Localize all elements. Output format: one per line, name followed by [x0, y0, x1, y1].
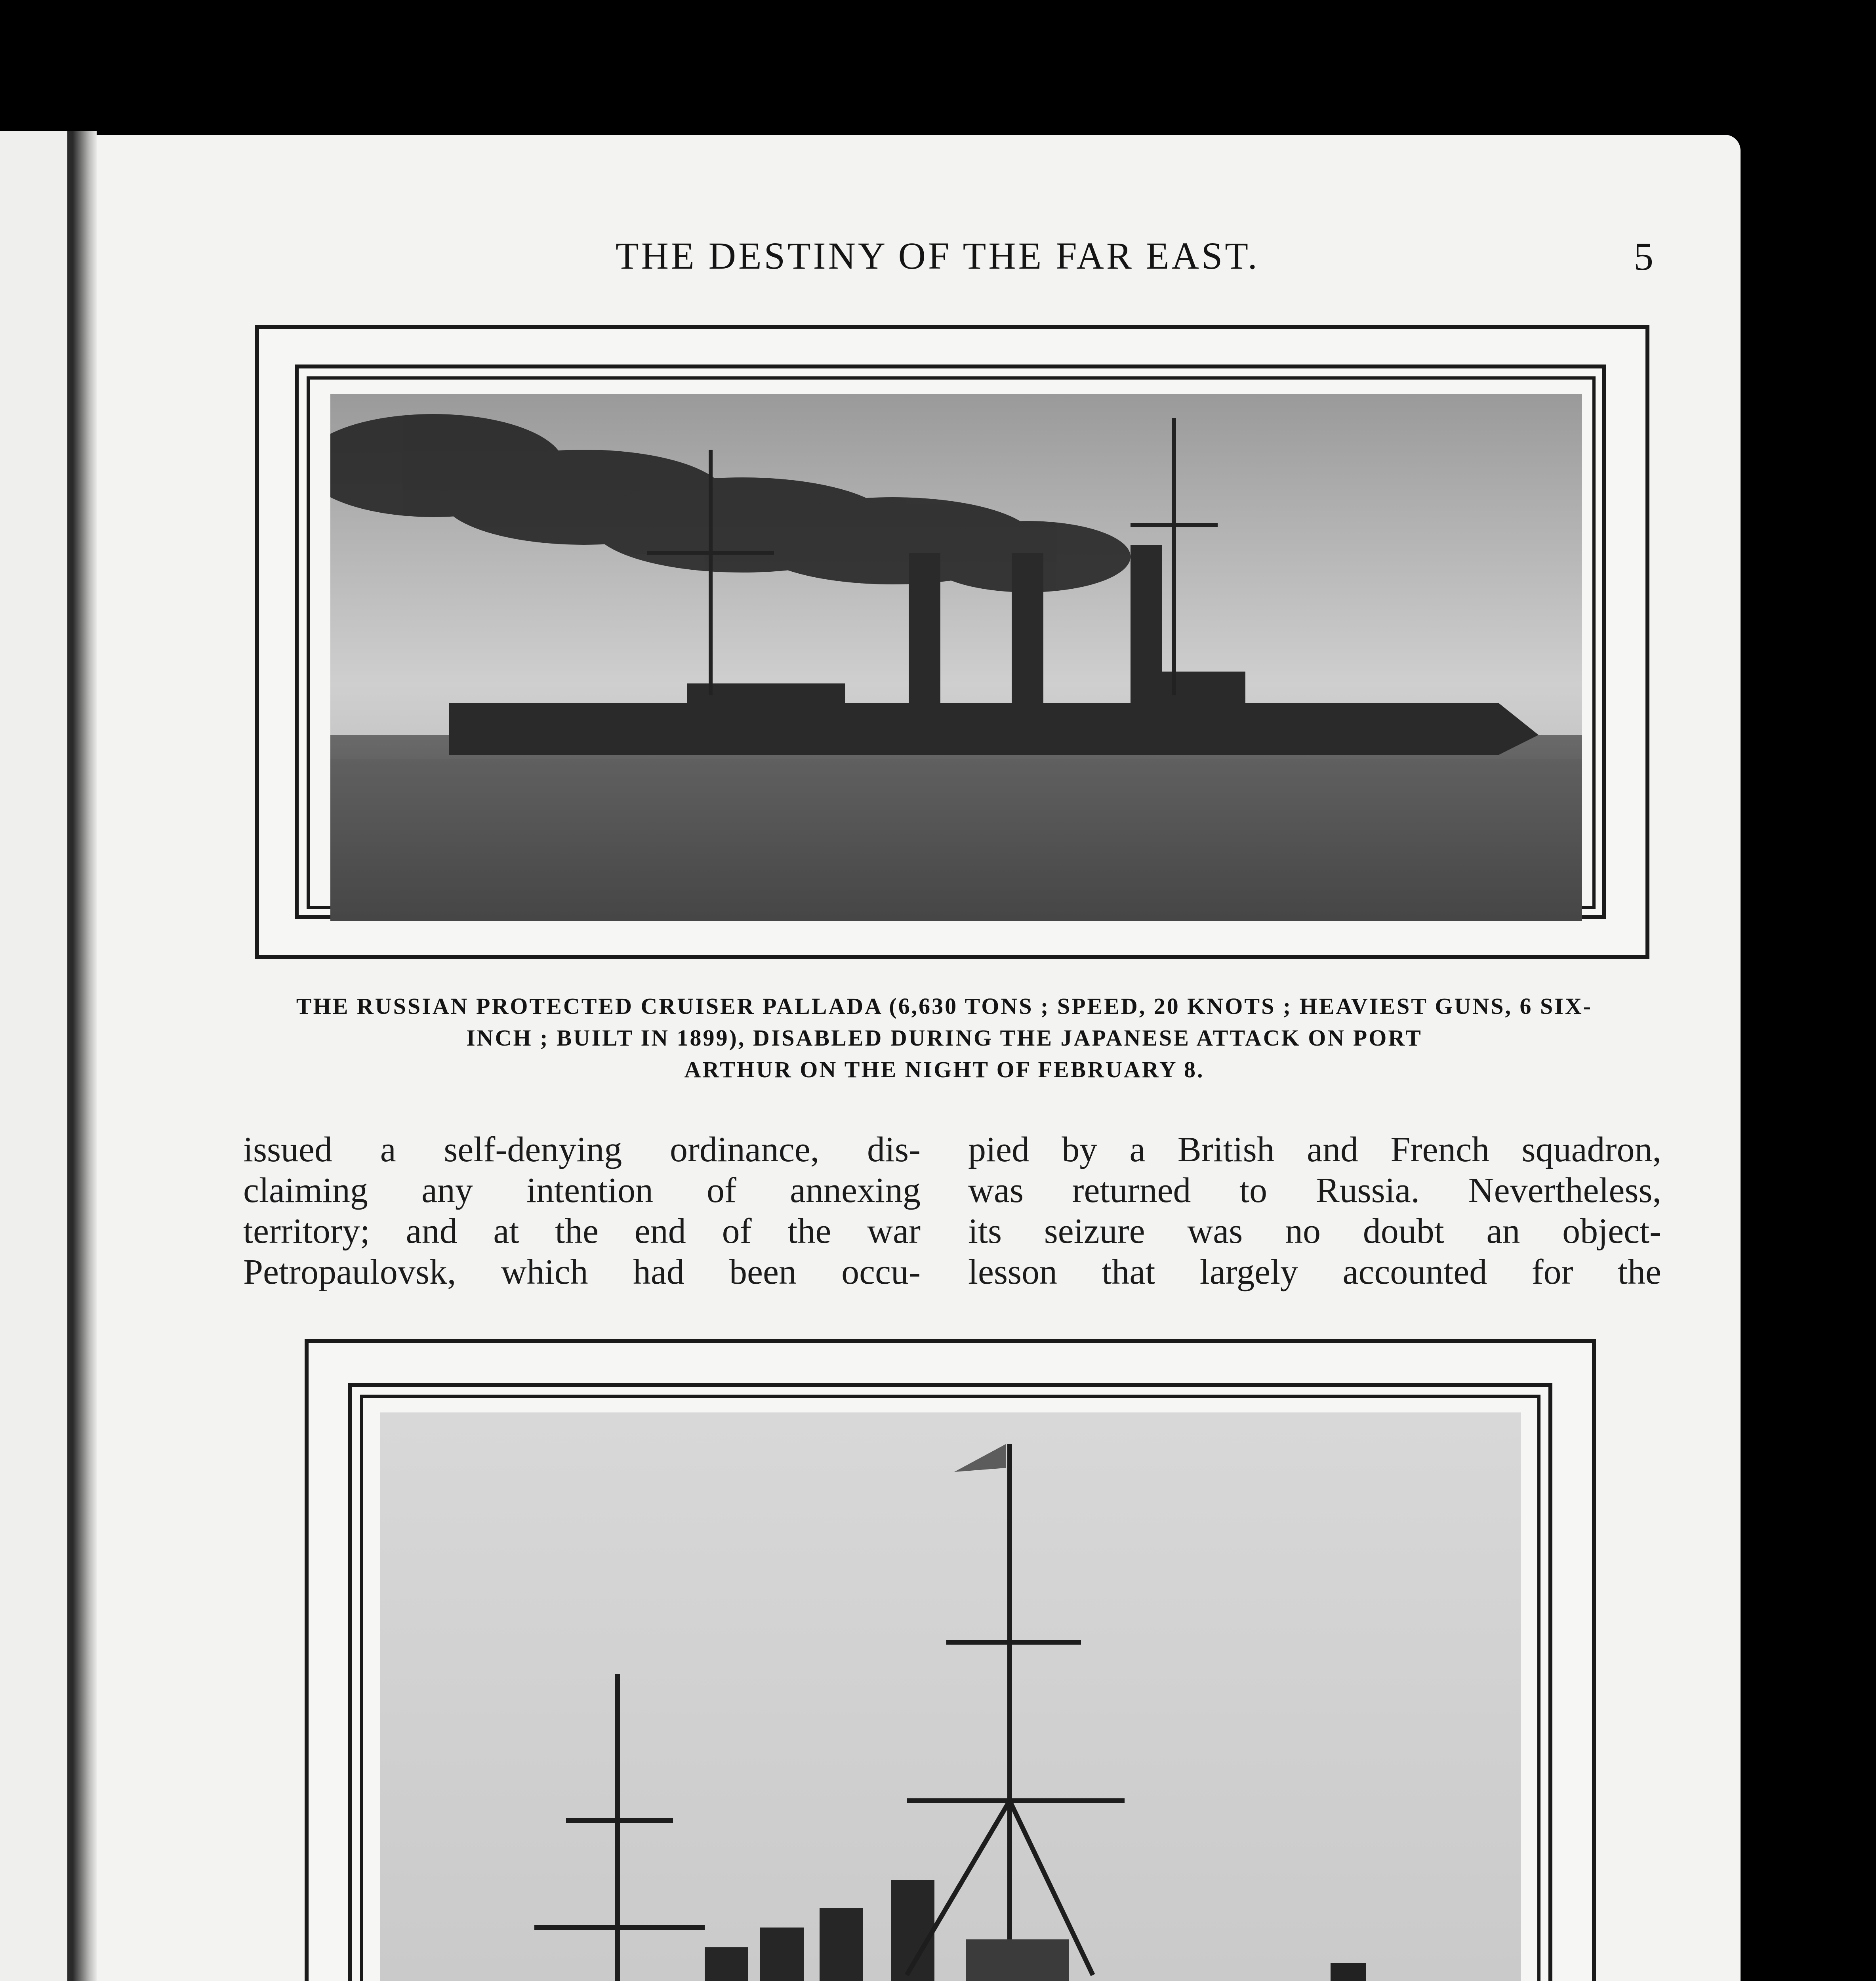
photo-plate-pallada — [255, 325, 1649, 959]
text-line: its seizure was no doubt an object- — [968, 1212, 1661, 1251]
page-number: 5 — [1634, 235, 1653, 279]
facing-page-edge — [0, 131, 73, 1981]
caption-line: INCH ; BUILT IN 1899), DISABLED DURING THE JAPANESE ATTACK ON PORT — [466, 1025, 1422, 1051]
text-line: territory; and at the end of the war — [243, 1212, 921, 1251]
caption-pallada — [227, 990, 1661, 1086]
caption-line: THE RUSSIAN PROTECTED CRUISER PALLADA (6,630 TONS ; SPEED, 20 KNOTS ; HEAVIEST GUNS, 6 SIX- — [296, 993, 1593, 1019]
caption-line: ARTHUR ON THE NIGHT OF FEBRUARY 8. — [684, 1057, 1205, 1082]
text-line: claiming any intention of annexing — [243, 1171, 921, 1210]
running-head: THE DESTINY OF THE FAR EAST. — [616, 235, 1260, 277]
text-line: Petropaulovsk, which had been occu- — [243, 1252, 921, 1292]
text-line: lesson that largely accounted for the — [968, 1252, 1661, 1292]
text-line: was returned to Russia. Nevertheless, — [968, 1171, 1661, 1210]
text-line: issued a self-denying ordinance, dis- — [243, 1130, 921, 1169]
body-column-right — [968, 1129, 1661, 1292]
text-line: pied by a British and French squadron, — [968, 1130, 1661, 1169]
photo-plate-variag — [305, 1339, 1596, 1981]
photo-variag — [380, 1412, 1521, 1981]
book-spine-shadow — [73, 131, 97, 1981]
photo-pallada — [330, 394, 1582, 921]
body-column-left — [243, 1129, 921, 1292]
book-page — [97, 135, 1741, 1981]
